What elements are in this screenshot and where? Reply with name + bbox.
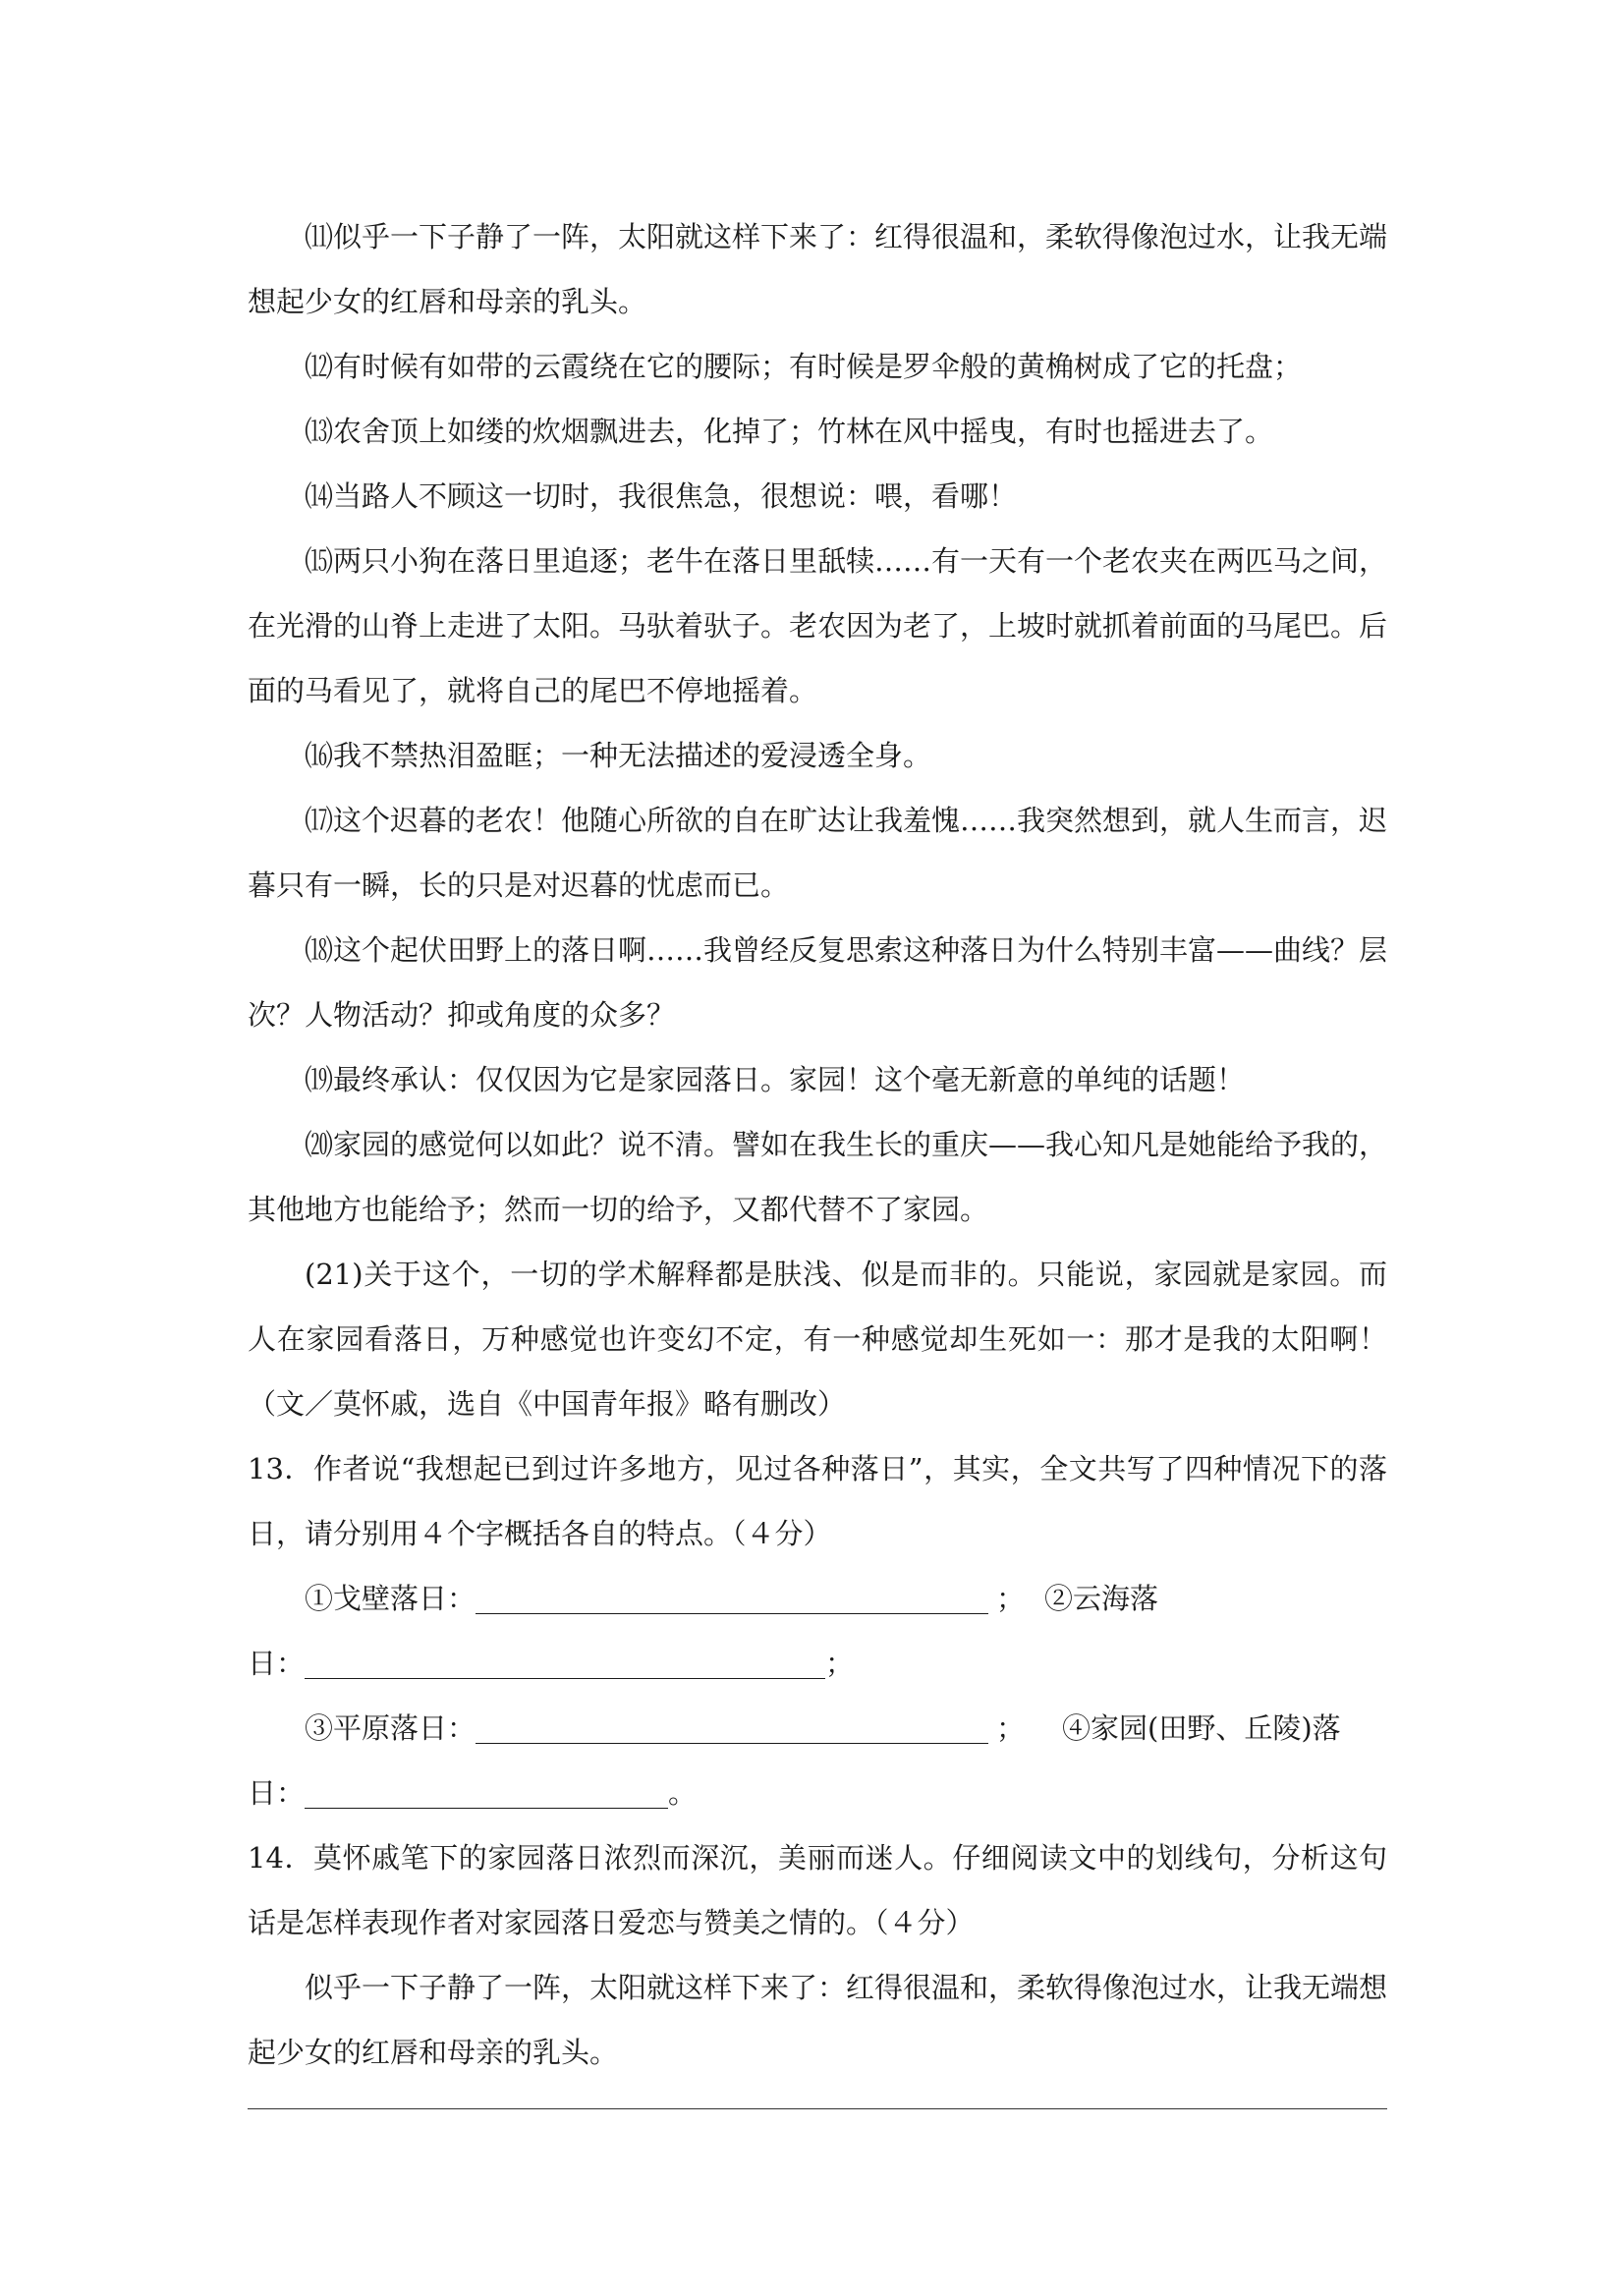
paragraph-14: ⒁当路人不顾这一切时，我很焦急，很想说：喂，看哪！ bbox=[305, 479, 1018, 513]
paragraph-21: (21)关于这个，一切的学术解释都是肤浅、似是而非的。只能说，家园就是家园。而人在家园看落日，万种感觉也许变幻不定，有一种感觉却生死如一：那才是我的太阳啊！（文／莫怀戚，选自《中国青年报》略有删改） bbox=[248, 1258, 1387, 1421]
paragraph-12: ⑿有时候有如带的云霞绕在它的腰际；有时候是罗伞般的黄桷树成了它的托盘； bbox=[305, 350, 1303, 383]
item3-label: ③平原落日： bbox=[305, 1711, 476, 1745]
item2-answer-blank[interactable] bbox=[305, 1649, 825, 1679]
question-14: 14．莫怀戚笔下的家园落日浓烈而深沉，美丽而迷人。仔细阅读文中的划线句，分析这句话是怎样表现作者对家园落日爱恋与赞美之情的。（４分） bbox=[248, 1841, 1387, 1939]
paragraph-16: ⒃我不禁热泪盈眶；一种无法描述的爱浸透全身。 bbox=[305, 739, 932, 772]
question-13-row-2 bbox=[248, 1631, 1387, 1696]
question-13-row-1 bbox=[248, 1566, 1387, 1631]
item4-answer-blank[interactable] bbox=[305, 1778, 668, 1809]
item2-end: ； bbox=[825, 1647, 855, 1680]
question-14-quote: 似乎一下子静了一阵，太阳就这样下来了：红得很温和，柔软得像泡过水，让我无端想起少女的红唇和母亲的乳头。 bbox=[248, 1971, 1388, 2069]
item4-end: 。 bbox=[668, 1776, 698, 1810]
paragraph-20: ⒇家园的感觉何以如此？说不清。譬如在我生长的重庆——我心知凡是她能给予我的，其他地方也能给予；然而一切的给予，又都代替不了家园。 bbox=[248, 1128, 1388, 1226]
paragraph-18: ⒅这个起伏田野上的落日啊……我曾经反复思索这种落日为什么特别丰富——曲线？层次？人物活动？抑或角度的众多？ bbox=[248, 933, 1388, 1032]
question-13: 13．作者说“我想起已到过许多地方，见过各种落日”，其实，全文共写了四种情况下的落日，请分别用４个字概括各自的特点。（４分） bbox=[248, 1452, 1387, 1550]
item2-label-a: ②云海落 bbox=[1044, 1582, 1159, 1615]
item3-separator: ； bbox=[996, 1711, 1026, 1745]
paragraph-11: ⑾似乎一下子静了一阵，太阳就这样下来了：红得很温和，柔软得像泡过水，让我无端想起少女的红唇和母亲的乳头。 bbox=[248, 220, 1388, 318]
question-13-row-3 bbox=[248, 1696, 1387, 1761]
item4-label-b: 日： bbox=[248, 1776, 306, 1810]
item1-answer-blank[interactable] bbox=[476, 1584, 988, 1614]
footer-divider bbox=[248, 2108, 1387, 2109]
document-page bbox=[248, 204, 1387, 2085]
item1-separator: ； bbox=[996, 1582, 1026, 1615]
item4-label-a: ④家园(田野、丘陵)落 bbox=[1062, 1711, 1341, 1745]
item1-label: ①戈壁落日： bbox=[305, 1582, 476, 1615]
item2-label-b: 日： bbox=[248, 1647, 306, 1680]
paragraph-15: ⒂两只小狗在落日里追逐；老牛在落日里舐犊……有一天有一个老农夹在两匹马之间，在光滑的山脊上走进了太阳。马驮着驮子。老农因为老了，上坡时就抓着前面的马尾巴。后面的马看见了，就将自己的尾巴不停地摇着。 bbox=[248, 544, 1388, 707]
item3-answer-blank[interactable] bbox=[476, 1713, 988, 1744]
question-13-row-4 bbox=[248, 1761, 1387, 1825]
paragraph-17: ⒄这个迟暮的老农！他随心所欲的自在旷达让我羞愧……我突然想到，就人生而言，迟暮只有一瞬，长的只是对迟暮的忧虑而已。 bbox=[248, 804, 1388, 902]
paragraph-19: ⒆最终承认：仅仅因为它是家园落日。家园！这个毫无新意的单纯的话题！ bbox=[305, 1063, 1246, 1096]
paragraph-13: ⒀农舍顶上如缕的炊烟飘进去，化掉了；竹林在风中摇曳，有时也摇进去了。 bbox=[305, 415, 1274, 448]
